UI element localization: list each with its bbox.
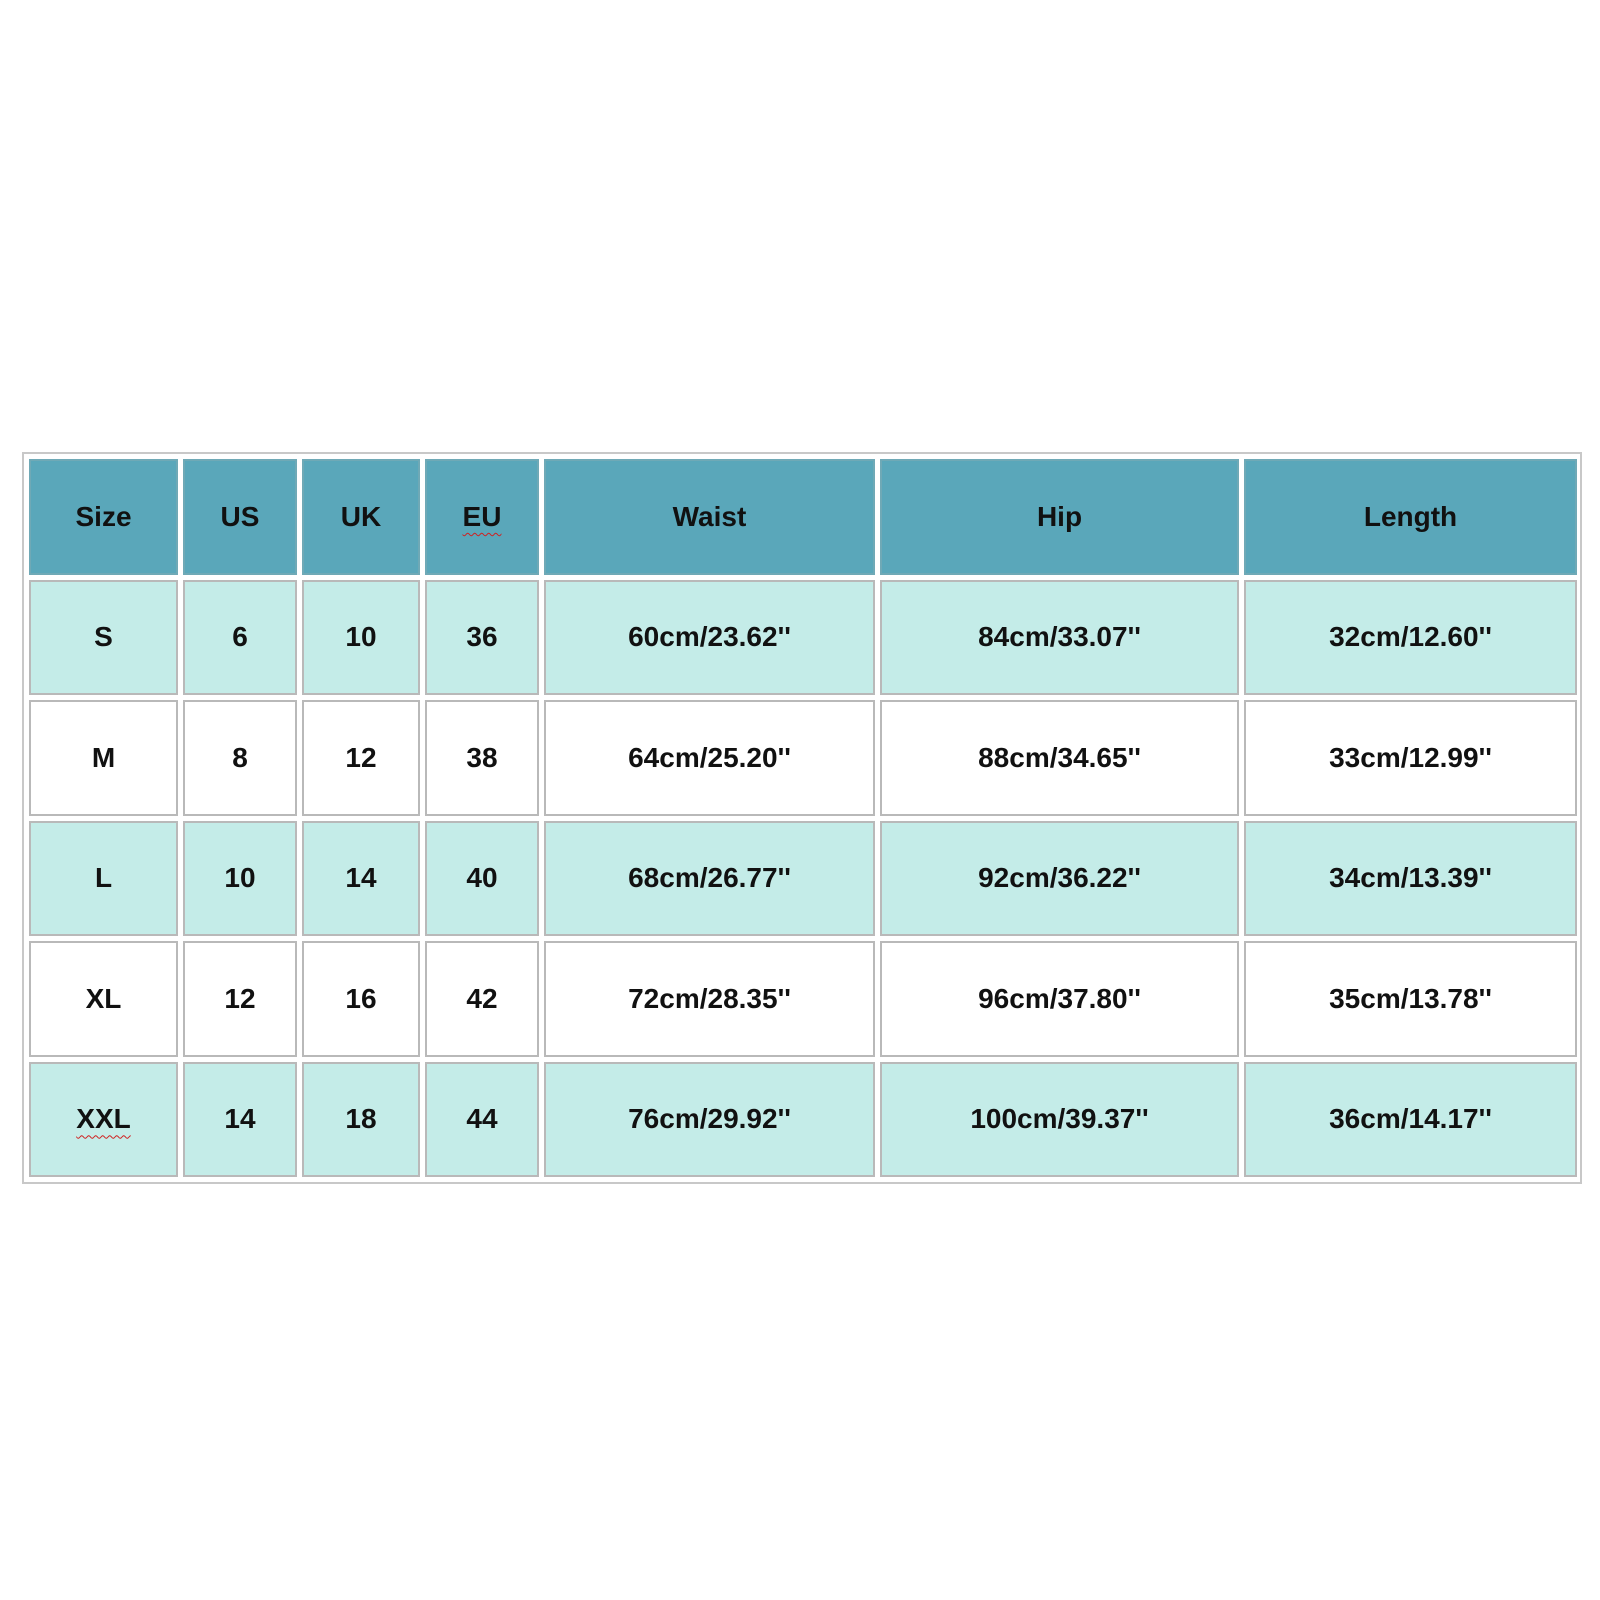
header-eu-label: EU [462, 500, 502, 532]
header-row [29, 459, 1577, 575]
cell-hip: 96cm/37.80'' [880, 941, 1239, 1057]
cell-waist: 60cm/23.62'' [544, 580, 875, 696]
cell-size: S [29, 580, 178, 696]
cell-length: 33cm/12.99'' [1244, 700, 1577, 816]
cell-hip: 100cm/39.37'' [880, 1062, 1239, 1178]
header-size: Size [29, 459, 178, 575]
cell-waist: 64cm/25.20'' [544, 700, 875, 816]
cell-size: XL [29, 941, 178, 1057]
table-row [29, 821, 1577, 937]
size-chart-table [24, 454, 1582, 1182]
cell-eu: 36 [425, 580, 539, 696]
cell-length: 35cm/13.78'' [1244, 941, 1577, 1057]
header-us: US [183, 459, 297, 575]
cell-eu: 42 [425, 941, 539, 1057]
table-row [29, 700, 1577, 816]
cell-eu: 44 [425, 1062, 539, 1178]
cell-hip: 84cm/33.07'' [880, 580, 1239, 696]
cell-length: 32cm/12.60'' [1244, 580, 1577, 696]
cell-eu: 38 [425, 700, 539, 816]
cell-hip: 88cm/34.65'' [880, 700, 1239, 816]
cell-length: 36cm/14.17'' [1244, 1062, 1577, 1178]
cell-us: 14 [183, 1062, 297, 1178]
cell-hip: 92cm/36.22'' [880, 821, 1239, 937]
cell-waist: 72cm/28.35'' [544, 941, 875, 1057]
cell-uk: 18 [302, 1062, 420, 1178]
header-eu [425, 459, 539, 575]
table-row [29, 1062, 1577, 1178]
cell-size: M [29, 700, 178, 816]
cell-waist: 68cm/26.77'' [544, 821, 875, 937]
cell-length: 34cm/13.39'' [1244, 821, 1577, 937]
header-uk: UK [302, 459, 420, 575]
cell-size-label: XXL [76, 1103, 131, 1135]
cell-size [29, 1062, 178, 1178]
table-row [29, 580, 1577, 696]
cell-uk: 12 [302, 700, 420, 816]
cell-eu: 40 [425, 821, 539, 937]
header-length: Length [1244, 459, 1577, 575]
cell-waist: 76cm/29.92'' [544, 1062, 875, 1178]
header-hip: Hip [880, 459, 1239, 575]
cell-uk: 10 [302, 580, 420, 696]
cell-uk: 14 [302, 821, 420, 937]
cell-size: L [29, 821, 178, 937]
header-waist: Waist [544, 459, 875, 575]
table-row [29, 941, 1577, 1057]
cell-us: 10 [183, 821, 297, 937]
size-chart [22, 452, 1582, 1184]
cell-us: 12 [183, 941, 297, 1057]
cell-uk: 16 [302, 941, 420, 1057]
cell-us: 6 [183, 580, 297, 696]
cell-us: 8 [183, 700, 297, 816]
